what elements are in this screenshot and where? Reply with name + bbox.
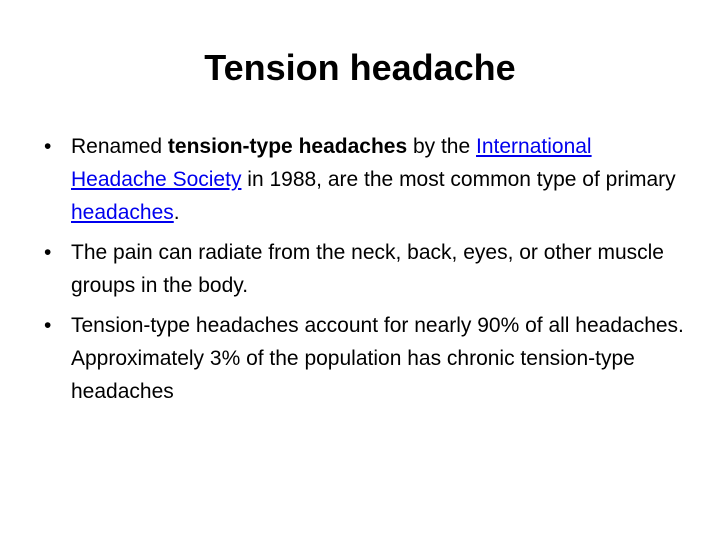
bullet-dot: • <box>44 135 52 158</box>
bullet-dot: • <box>44 241 52 264</box>
bullet-text-prefix: Renamed <box>71 135 168 158</box>
bullet-dot: • <box>44 314 52 337</box>
bullet-text-mid: in 1988, are the most common type of primary <box>241 168 676 191</box>
bullet-list <box>44 130 684 415</box>
bullet-text: The pain can radiate from the neck, back, eyes, or other muscle groups in the body. <box>71 241 664 297</box>
bullet-item-pain-radiate <box>44 236 684 302</box>
slide-title: Tension headache <box>204 47 516 88</box>
bullet-text-mid: by the <box>407 135 477 158</box>
bold-term: tension-type headaches <box>167 135 408 158</box>
bullet-text-suffix: . <box>173 201 180 224</box>
bullet-text: Tension-type headaches account for nearly 90% of all headaches. Approximately 3% of the population has chronic tension-type headaches <box>71 314 684 403</box>
headaches-link[interactable]: headaches <box>71 201 174 224</box>
bullet-item-prevalence <box>44 309 684 408</box>
ihs-link[interactable]: International Headache Society <box>71 135 592 191</box>
bullet-item-renamed <box>44 130 684 229</box>
